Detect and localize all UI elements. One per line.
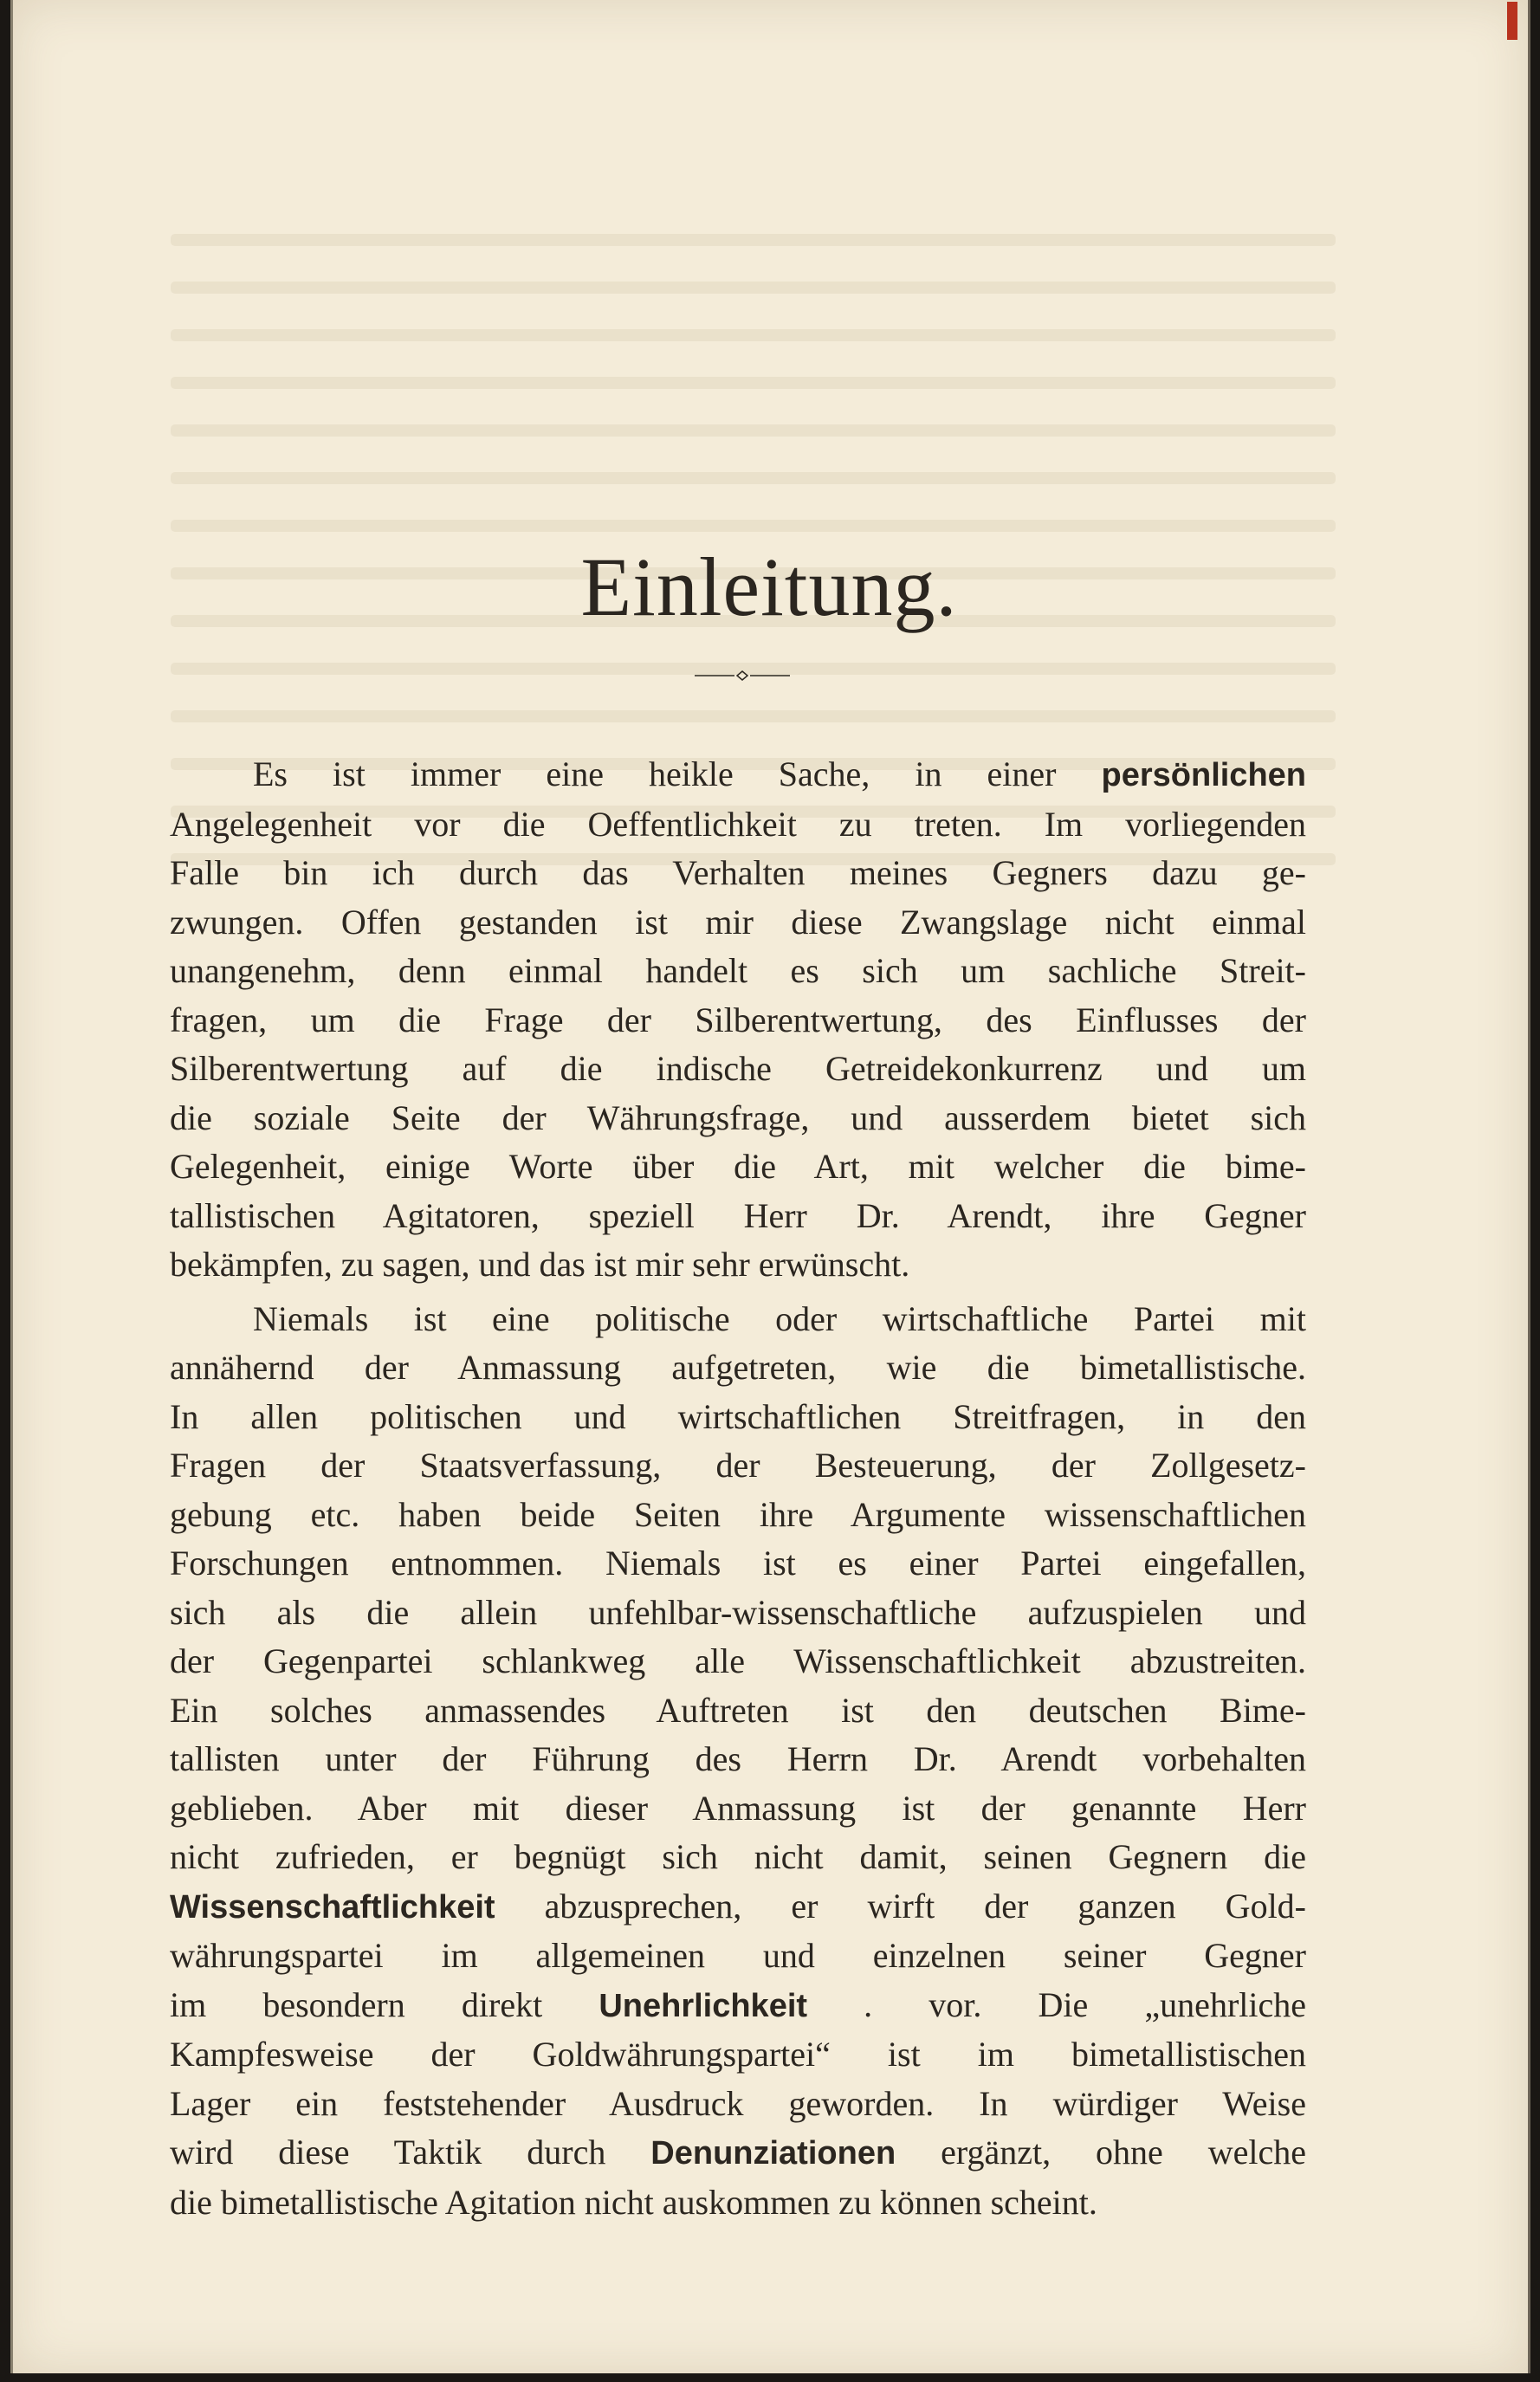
text-line	[170, 2080, 1306, 2129]
book-page	[10, 0, 1530, 2373]
text-segment: tallisten unter der Führung des Herrn Dr. Arendt vorbehalten	[170, 1739, 1306, 1778]
text-line	[170, 1295, 1306, 1344]
text-segment: zwungen. Offen gestanden ist mir diese Zwangslage nicht einmal	[170, 902, 1306, 942]
page-edge-shadow	[10, 0, 13, 2373]
text-segment: Gelegenheit, einige Worte über die Art, mit welcher die bime-	[170, 1147, 1306, 1186]
text-segment: Silberentwertung auf die indische Getreidekonkurrenz und um	[170, 1049, 1306, 1088]
text-segment: wird diese Taktik durch	[170, 2133, 651, 2172]
text-segment: nicht zufrieden, er begnügt sich nicht damit, seinen Gegnern die	[170, 1837, 1306, 1876]
text-line	[170, 1833, 1306, 1882]
text-segment: die soziale Seite der Währungsfrage, und ausserdem bietet sich	[170, 1097, 1306, 1137]
text-line	[170, 1441, 1306, 1491]
text-segment: fragen, um die Frage der Silberentwertung, des Einflusses der	[170, 1000, 1306, 1039]
text-line	[170, 1343, 1306, 1393]
text-segment: Fragen der Staatsverfassung, der Besteuerung, der Zollgesetz-	[170, 1446, 1306, 1485]
text-segment: Lager ein feststehender Ausdruck geworden. In würdiger Weise	[170, 2083, 1306, 2123]
text-segment: Forschungen entnommen. Niemals ist es einer Partei eingefallen,	[170, 1544, 1306, 1583]
text-line	[170, 1735, 1306, 1784]
text-line	[170, 1491, 1306, 1540]
text-segment: Angelegenheit vor die Oeffentlichkeit zu treten. Im vorliegenden	[170, 804, 1306, 844]
text-segment: bekämpfen, zu sagen, und das ist mir sehr erwünscht.	[170, 1245, 910, 1284]
text-segment: abzusprechen, er wirft der ganzen Gold-	[495, 1886, 1306, 1926]
text-segment: annähernd der Anmassung aufgetreten, wie die bimetallistische.	[170, 1348, 1306, 1387]
text-line	[170, 1192, 1306, 1241]
text-segment: der Gegenpartei schlankweg alle Wissenschaftlichkeit abzustreiten.	[170, 1641, 1306, 1680]
text-line	[170, 1981, 1306, 2031]
paragraph-1	[170, 750, 1306, 1290]
text-line	[170, 849, 1306, 898]
text-line	[170, 1539, 1306, 1589]
text-line	[170, 1393, 1306, 1442]
text-line	[170, 750, 1306, 800]
text-segment: sich als die allein unfehlbar-wissenschaftliche aufzuspielen und	[170, 1592, 1306, 1632]
text-line	[170, 947, 1306, 996]
text-segment: . vor. Die „unehrliche	[807, 1984, 1306, 2024]
text-line	[170, 1142, 1306, 1192]
text-segment: geblieben. Aber mit dieser Anmassung ist der genannte Herr	[170, 1788, 1306, 1828]
text-line	[170, 996, 1306, 1045]
text-segment: Kampfesweise der Goldwährungspartei“ ist im bimetallistischen	[170, 2035, 1306, 2074]
text-segment: Ein solches anmassendes Auftreten ist den deutschen Bime-	[170, 1690, 1306, 1730]
text-segment: unangenehm, denn einmal handelt es sich um sachliche Streit-	[170, 951, 1306, 990]
text-segment: im besondern direkt	[170, 1984, 599, 2024]
text-line	[170, 800, 1306, 850]
text-segment: die bimetallistische Agitation nicht auskommen zu können scheint.	[170, 2182, 1097, 2222]
text-line	[170, 2128, 1306, 2178]
diamond-rule-ornament	[695, 667, 790, 684]
text-segment: tallistischen Agitatoren, speziell Herr Dr. Arendt, ihre Gegner	[170, 1195, 1306, 1235]
text-line	[170, 898, 1306, 948]
text-line	[170, 1045, 1306, 1094]
emphasized-term: Denunziationen	[650, 2135, 896, 2172]
text-line	[170, 1686, 1306, 1736]
text-line	[170, 1589, 1306, 1638]
text-segment: Niemals ist eine politische oder wirtschaftliche Partei mit	[253, 1298, 1306, 1338]
text-line	[170, 1882, 1306, 1932]
chapter-title: Einleitung.	[580, 540, 958, 633]
text-line	[170, 1637, 1306, 1686]
text-segment: ergänzt, ohne welche	[896, 2133, 1306, 2172]
emphasized-term: Unehrlichkeit	[599, 1987, 808, 2024]
text-line	[170, 1932, 1306, 1981]
text-segment: gebung etc. haben beide Seiten ihre Argumente wissenschaftlichen	[170, 1494, 1306, 1534]
red-bookmark-tab	[1507, 2, 1517, 40]
text-segment: Falle bin ich durch das Verhalten meines Gegners dazu ge-	[170, 853, 1306, 892]
text-line	[170, 2030, 1306, 2080]
text-line	[170, 1094, 1306, 1143]
text-segment: währungspartei im allgemeinen und einzelnen seiner Gegner	[170, 1936, 1306, 1975]
text-segment: Es ist immer eine heikle Sache, in einer	[253, 754, 1102, 793]
text-segment: In allen politischen und wirtschaftlichen Streitfragen, in den	[170, 1396, 1306, 1436]
scan-bottom-edge	[0, 2373, 1540, 2382]
body-text	[170, 750, 1306, 2232]
text-line	[170, 2178, 1306, 2228]
emphasized-term: Wissenschaftlichkeit	[170, 1888, 495, 1926]
text-line	[170, 1784, 1306, 1834]
text-line	[170, 1240, 1306, 1290]
emphasized-term: persönlichen	[1101, 757, 1306, 793]
paragraph-2	[170, 1295, 1306, 2228]
